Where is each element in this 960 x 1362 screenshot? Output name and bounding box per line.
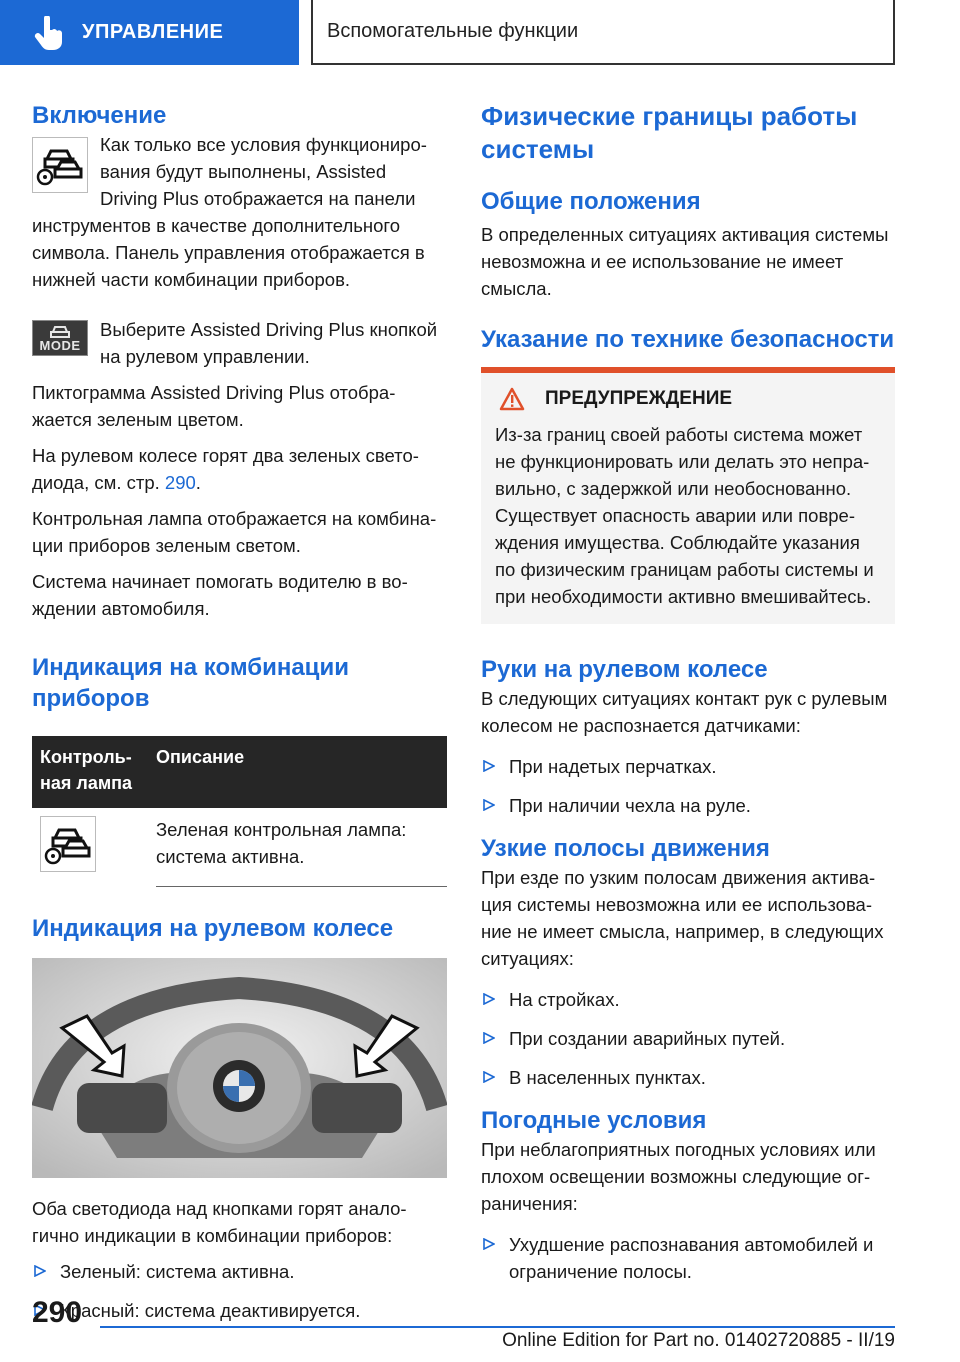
chapter-tab[interactable]	[0, 0, 299, 65]
right-column	[481, 100, 895, 1297]
paragraph-lamp: Контрольная лампа отображается на комбинации приборов зеленым светом.	[32, 508, 437, 556]
heading-lanes: Узкие полосы движения	[481, 835, 770, 862]
mode-label: MODE	[39, 337, 81, 353]
list-item: На стройках.	[481, 986, 895, 1013]
bullet-triangle-icon	[483, 993, 495, 1005]
section-header	[311, 0, 895, 65]
paragraph-system: Система начинает помогать водителю в вождении автомобиля.	[32, 571, 408, 619]
heading-weather: Погодные условия	[481, 1107, 707, 1134]
leds-text-end: .	[195, 472, 201, 493]
warning-title: ПРЕДУПРЕЖДЕНИЕ	[545, 388, 733, 409]
paragraph-leds	[32, 442, 447, 496]
assisted-driving-icon-box	[32, 137, 88, 193]
bullet-triangle-icon	[483, 1032, 495, 1044]
heading-hands: Руки на рулевом колесе	[481, 656, 768, 683]
table-header-lamp: Контрольная лампа	[32, 736, 156, 808]
list-item: При наличии чехла на руле.	[481, 792, 895, 819]
list-item: Красный: система деактивируется.	[32, 1297, 447, 1324]
page-link-290[interactable]: 290	[164, 472, 196, 493]
hands-list	[481, 753, 895, 819]
paragraph-lanes: При езде по узким полосам движения активация системы невозможна или ее использование не имеет смысла, например, в следующих ситуациях:	[481, 867, 884, 969]
paragraph-wheel-leds: Оба светодиода над кнопками горят аналогично индикации в комбинации приборов:	[32, 1197, 407, 1246]
list-item: В населенных пунктах.	[481, 1064, 895, 1091]
wheel-led-list	[32, 1258, 447, 1324]
list-item: При надетых перчатках.	[481, 753, 895, 780]
mode-button-icon	[32, 320, 88, 356]
table-cell-description: Зеленая контрольная лампа: система активна.	[156, 808, 447, 886]
indicator-table	[32, 736, 447, 887]
bullet-triangle-icon	[483, 1071, 495, 1083]
page-number: 290	[32, 1296, 83, 1329]
list-item: Ухудшение распознавания автомобилей и ограничение полосы.	[481, 1231, 895, 1285]
warning-triangle-icon	[499, 387, 525, 411]
heading-activation: Включение	[32, 102, 167, 129]
warning-box	[481, 367, 895, 624]
heading-safety: Указание по технике безопасности	[481, 326, 895, 353]
indicator-lamp-icon-box	[40, 816, 96, 872]
table-header-description: Описание	[156, 736, 447, 808]
leds-text: На рулевом колесе горят два зеленых светодиода, см. стр.	[32, 445, 419, 493]
list-item: Зеленый: система активна.	[32, 1258, 447, 1285]
weather-list	[481, 1231, 895, 1285]
car-icon	[49, 325, 71, 339]
bullet-triangle-icon	[34, 1265, 46, 1277]
footer-edition: Online Edition for Part no. 01402720885 - II/19	[502, 1330, 895, 1351]
hand-pointer-icon	[34, 16, 64, 50]
assisted-driving-icon	[43, 822, 93, 866]
lanes-list	[481, 986, 895, 1091]
paragraph-general: В определенных ситуациях активация системы невозможна и ее использование не имеет смысла.	[481, 224, 889, 299]
table-row	[32, 808, 447, 886]
chapter-label: УПРАВЛЕНИЕ	[82, 21, 224, 43]
warning-text: Из-за границ своей работы система может не функционировать или делать это неправильно, с задержкой или необоснованно. Существует опасность аварии или повреждения имущества. Соблюдайте указания по физическим границам работы системы и при необходимости активно вмешивайтесь.	[495, 424, 874, 607]
heading-limits: Физические границы работы системы	[481, 101, 858, 164]
heading-cluster: Индикация на комбинации приборов	[32, 654, 349, 712]
paragraph-pictogram: Пиктограмма Assisted Driving Plus отображается зеленым цветом.	[32, 382, 396, 430]
footer-rule	[100, 1326, 895, 1328]
bullet-triangle-icon	[483, 760, 495, 772]
paragraph-select: Выберите Assisted Driving Plus кнопкой на рулевом управлении.	[100, 319, 438, 367]
paragraph-activation: Как только все условия функционирования будут выполнены, Assisted Driving Plus отображается на панели инструментов в качестве дополнительного символа. Панель управления отображается в нижней части комбинации приборов.	[32, 134, 427, 290]
steering-wheel-photo	[32, 958, 447, 1178]
heading-wheel: Индикация на рулевом колесе	[32, 914, 394, 942]
heading-general: Общие положения	[481, 188, 701, 215]
left-column	[32, 100, 447, 1336]
assisted-driving-icon	[35, 143, 85, 187]
list-item: При создании аварийных путей.	[481, 1025, 895, 1052]
section-title: Вспомогательные функции	[327, 20, 579, 42]
paragraph-weather: При неблагоприятных погодных условиях или плохом освещении возможны следующие ограничения:	[481, 1139, 876, 1214]
bullet-triangle-icon	[483, 1238, 495, 1250]
bullet-triangle-icon	[483, 799, 495, 811]
paragraph-hands: В следующих ситуациях контакт рук с рулевым колесом не распознается датчиками:	[481, 688, 888, 736]
